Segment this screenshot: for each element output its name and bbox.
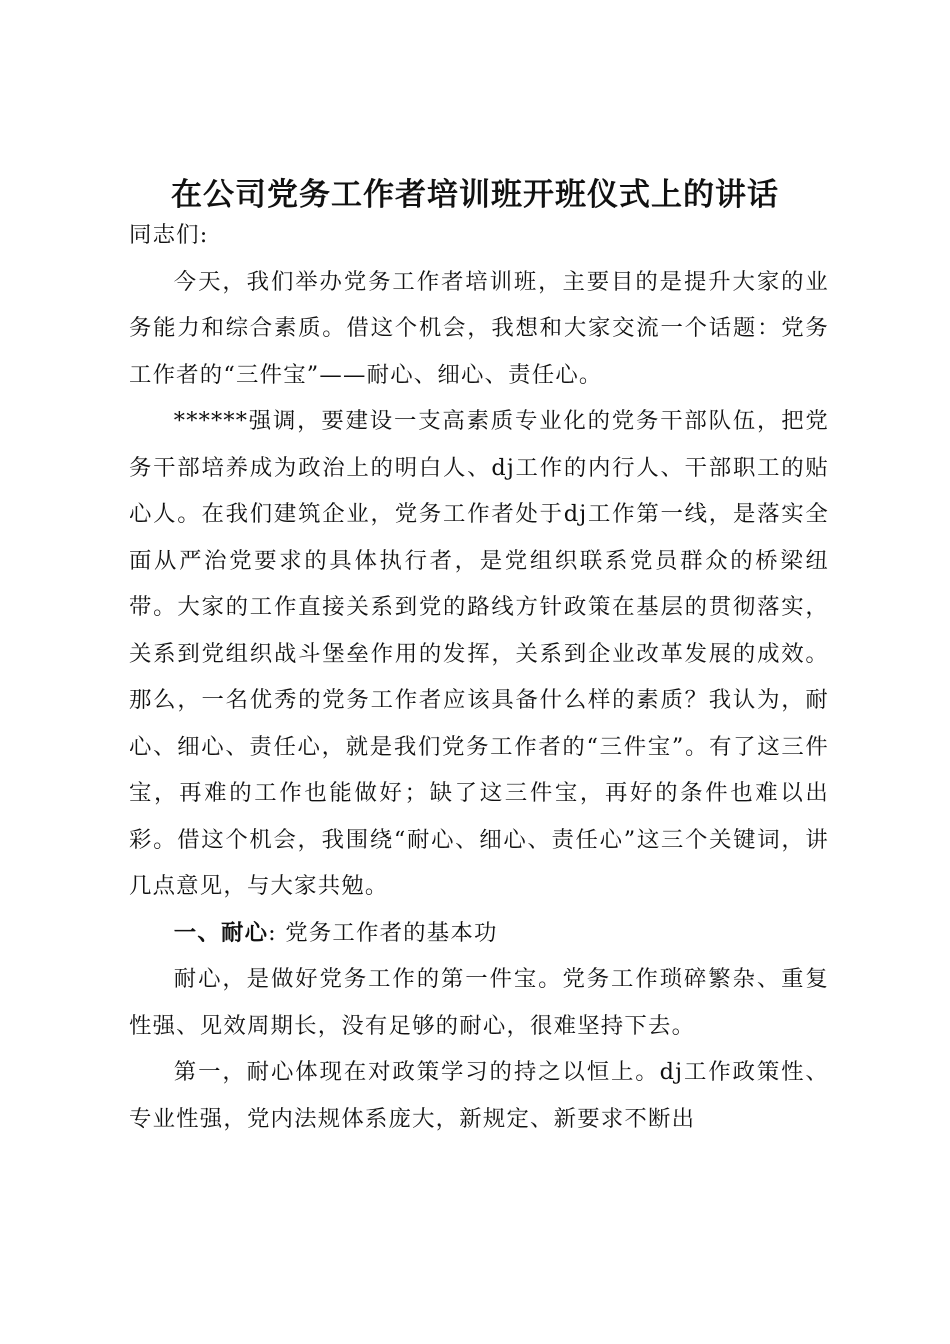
section-heading-number-title: 一、耐心 (173, 919, 269, 946)
document-title: 在公司党务工作者培训班开班仪式上的讲话 (171, 177, 779, 213)
salutation: 同志们: (129, 222, 209, 248)
paragraph-emphasis: ******强调，要建设一支高素质专业化的党务干部队伍，把党务干部培养成为政治上的明白人、dj工作的内行人、干部职工的贴心人。在我们建筑企业，党务工作者处于dj工作第一线，是落实全面从严治党要求的具体执行者，是党组织联系党员群众的桥梁纽带。大家的工作直接关系到党的路线方针政策在基层的贯彻落实，关系到党组织战斗堡垒作用的发挥，关系到企业改革发展的成效。那么，一名优秀的党务工作者应该具备什么样的素质？我认为，耐心、细心、责任心，就是我们党务工作者的“三件宝”。有了这三件宝，再难的工作也能做好；缺了这三件宝，再好的条件也难以出彩。借这个机会，我围绕“耐心、细心、责任心”这三个关键词，讲几点意见，与大家共勉。 (129, 408, 829, 899)
section-heading-patience (129, 910, 829, 957)
paragraph-patience-first: 第一，耐心体现在对政策学习的持之以恒上。dj工作政策性、专业性强，党内法规体系庞大，新规定、新要求不断出 (129, 1059, 829, 1132)
paragraph-patience-intro: 耐心，是做好党务工作的第一件宝。党务工作琐碎繁杂、重复性强、见效周期长，没有足够的耐心，很难坚持下去。 (129, 966, 829, 1039)
document-body (129, 212, 829, 1142)
section-heading-subtitle: : 党务工作者的基本功 (268, 919, 498, 946)
paragraph-intro: 今天，我们举办党务工作者培训班，主要目的是提升大家的业务能力和综合素质。借这个机会，我想和大家交流一个话题：党务工作者的“三件宝”——耐心、细心、责任心。 (129, 268, 829, 388)
